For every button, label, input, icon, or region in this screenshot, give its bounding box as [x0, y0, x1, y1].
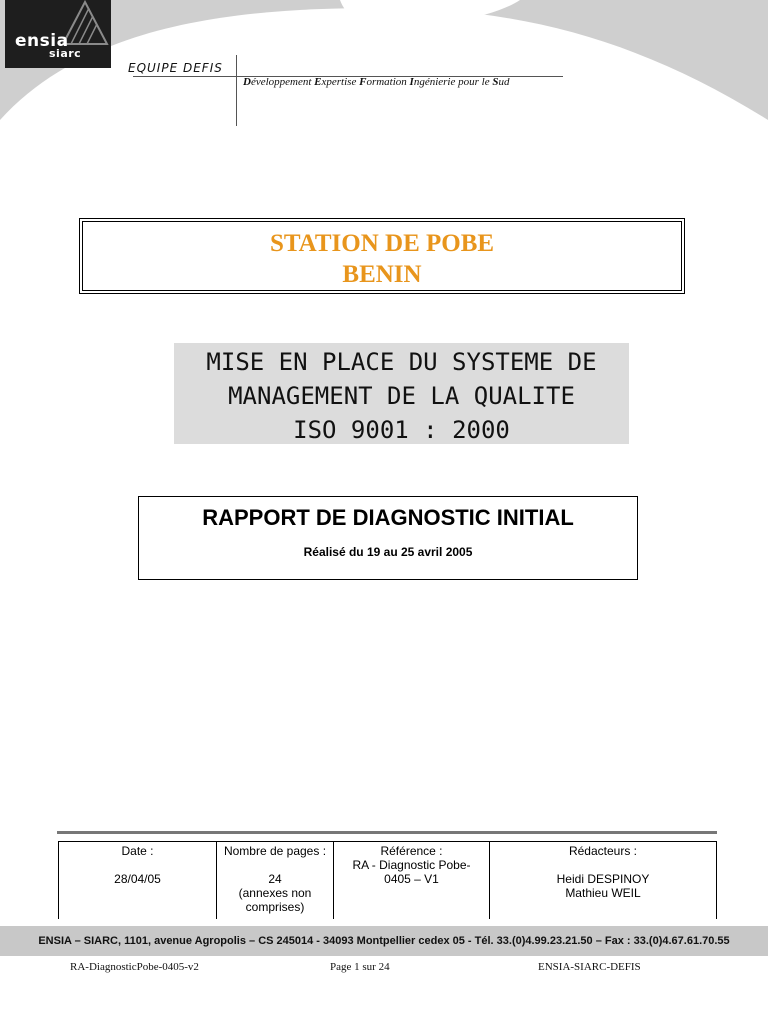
report-dates: Réalisé du 19 au 25 avril 2005	[303, 545, 473, 559]
subject-line-2: MANAGEMENT DE LA QUALITE	[228, 382, 575, 410]
reference-cell	[333, 842, 489, 919]
station-name: STATION DE POBE	[269, 230, 495, 257]
footer-address-band	[0, 926, 768, 956]
tagline-word: xpertise	[321, 76, 360, 88]
footer-organization: ENSIA-SIARC-DEFIS	[538, 961, 641, 973]
table-top-rule	[57, 831, 717, 834]
reference-value: RA - Diagnostic Pobe-	[352, 858, 471, 872]
ensia-logo	[5, 0, 111, 68]
date-label: Date :	[121, 844, 154, 858]
footer-document-id: RA-DiagnosticPobe-0405-v2	[70, 961, 199, 973]
tagline-initial: S	[492, 76, 499, 88]
tagline-initial: E	[314, 76, 322, 88]
tagline-initial: F	[359, 76, 367, 88]
header-divider-vertical	[236, 55, 237, 126]
date-value: 28/04/05	[114, 872, 161, 886]
logo-sub-text: siarc	[49, 47, 82, 60]
author-name: Heidi DESPINOY	[556, 872, 650, 886]
station-country: BENIN	[342, 261, 422, 288]
subject-line-3: ISO 9001 : 2000	[293, 416, 510, 444]
pages-note: comprises)	[245, 900, 305, 914]
pages-note: (annexes non	[238, 886, 312, 900]
reference-label: Référence :	[380, 844, 443, 858]
tagline-word: ormation	[366, 76, 410, 88]
document-info-table	[58, 841, 717, 919]
station-title-box	[79, 218, 685, 294]
report-box	[138, 496, 638, 580]
author-name: Mathieu WEIL	[565, 886, 641, 900]
footer-address: ENSIA – SIARC, 1101, avenue Agropolis – CS 245014 - 34093 Montpellier cedex 05 - Tél. 33.(0)4.99.23.21.50 – Fax : 33.(0)4.67.61.70.55	[38, 935, 730, 947]
authors-cell	[489, 842, 716, 919]
pages-value: 24	[268, 872, 282, 886]
header-tagline	[243, 76, 509, 88]
report-title: RAPPORT DE DIAGNOSTIC INITIAL	[202, 505, 574, 530]
tagline-word: ngénierie pour le	[413, 76, 493, 88]
logo-main-text: ensia	[15, 31, 69, 51]
reference-value: 0405 – V1	[384, 872, 439, 886]
tagline-word: éveloppement	[250, 76, 315, 88]
date-cell	[59, 842, 216, 919]
page-footer	[0, 961, 768, 979]
subject-box	[174, 343, 629, 444]
authors-label: Rédacteurs :	[568, 844, 638, 858]
tagline-initial: I	[409, 76, 414, 88]
footer-page-number: Page 1 sur 24	[330, 961, 390, 973]
tagline-word: ud	[498, 76, 510, 88]
pages-cell	[216, 842, 333, 919]
tagline-initial: D	[243, 76, 251, 88]
pages-label: Nombre de pages :	[223, 844, 327, 858]
subject-line-1: MISE EN PLACE DU SYSTEME DE	[206, 348, 597, 376]
team-label: EQUIPE DEFIS	[128, 61, 223, 75]
